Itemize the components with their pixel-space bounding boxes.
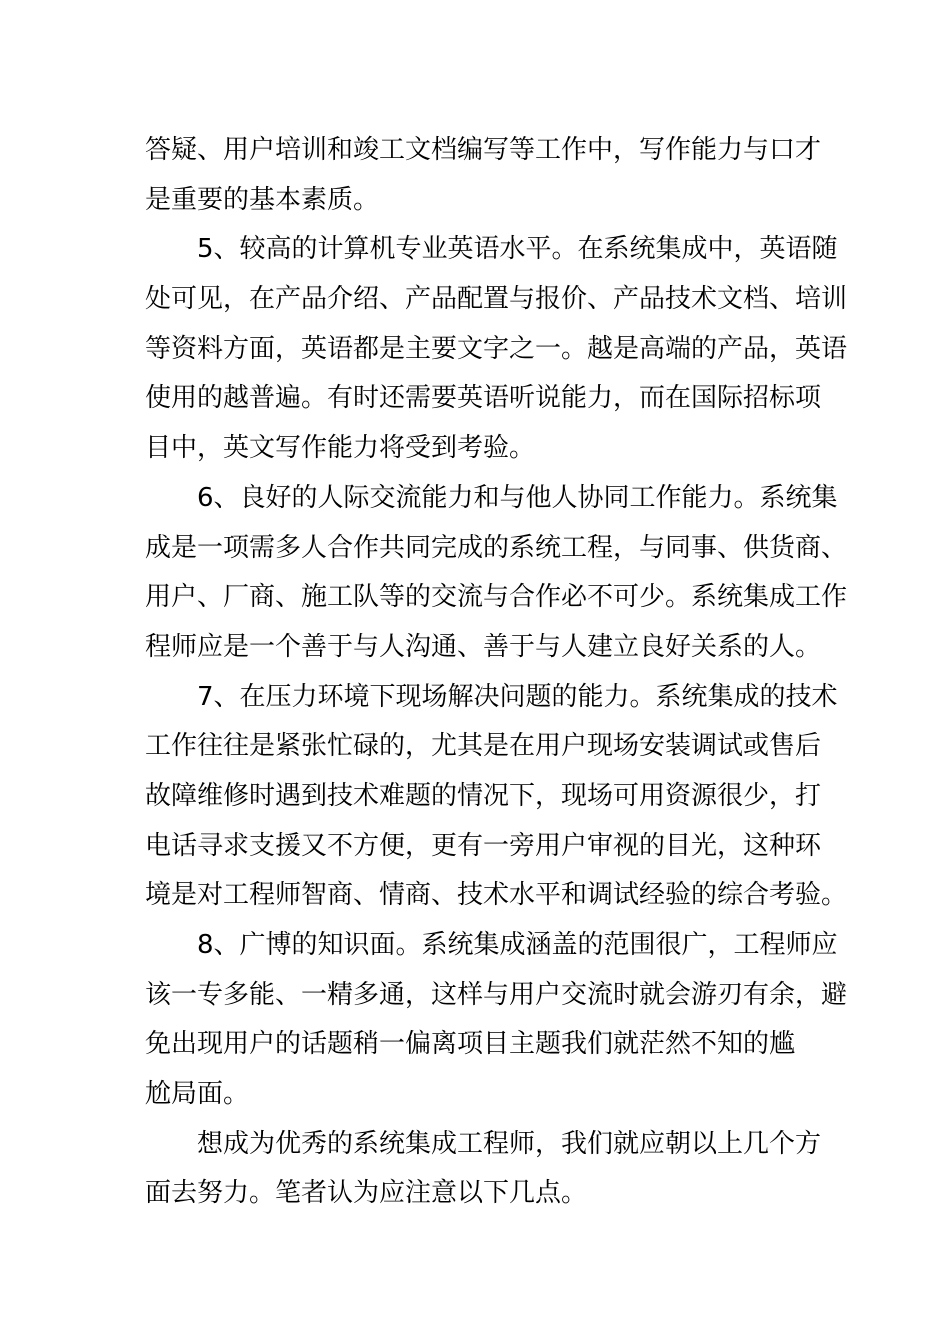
text-line: 成是一项需多人合作共同完成的系统工程，与同事、供货商、 [145,532,848,563]
paragraph-start-line: 6、良好的人际交流能力和与他人协同工作能力。系统集 [197,482,838,513]
text-line: 目中，英文写作能力将受到考验。 [145,433,536,464]
text-line: 使用的越普遍。有时还需要英语听说能力，而在国际招标项 [145,383,822,414]
text-line: 程师应是一个善于与人沟通、善于与人建立良好关系的人。 [145,631,822,662]
text-line: 用户、厂商、施工队等的交流与合作必不可少。系统集成工作 [145,582,848,613]
text-line: 尬局面。 [145,1079,250,1110]
text-line: 故障维修时遇到技术难题的情况下，现场可用资源很少，打 [145,780,822,811]
text-line: 免出现用户的话题稍一偏离项目主题我们就茫然不知的尴 [145,1029,796,1060]
text-line: 工作往往是紧张忙碌的，尤其是在用户现场安装调试或售后 [145,731,822,762]
text-line: 等资料方面，英语都是主要文字之一。越是高端的产品，英语 [145,333,848,364]
text-line: 境是对工程师智商、情商、技术水平和调试经验的综合考验。 [145,880,848,911]
text-line: 处可见，在产品介绍、产品配置与报价、产品技术文档、培训 [145,284,848,315]
text-line: 答疑、用户培训和竣工文档编写等工作中，写作能力与口才 [145,135,822,165]
text-line: 是重要的基本素质。 [145,184,380,215]
text-line: 电话寻求支援又不方便，更有一旁用户审视的目光，这种环 [145,830,822,861]
paragraph-start-line: 7、在压力环境下现场解决问题的能力。系统集成的技术 [197,681,838,712]
text-line: 该一专多能、一精多通，这样与用户交流时就会游刃有余，避 [145,979,848,1010]
paragraph-start-line: 5、较高的计算机专业英语水平。在系统集成中，英语随 [197,234,838,265]
document-body [145,126,848,1219]
paragraph-start-line: 想成为优秀的系统集成工程师，我们就应朝以上几个方 [197,1128,822,1159]
text-line: 面去努力。笔者认为应注意以下几点。 [145,1178,588,1209]
paragraph-start-line: 8、广博的知识面。系统集成涵盖的范围很广，工程师应 [197,930,838,960]
